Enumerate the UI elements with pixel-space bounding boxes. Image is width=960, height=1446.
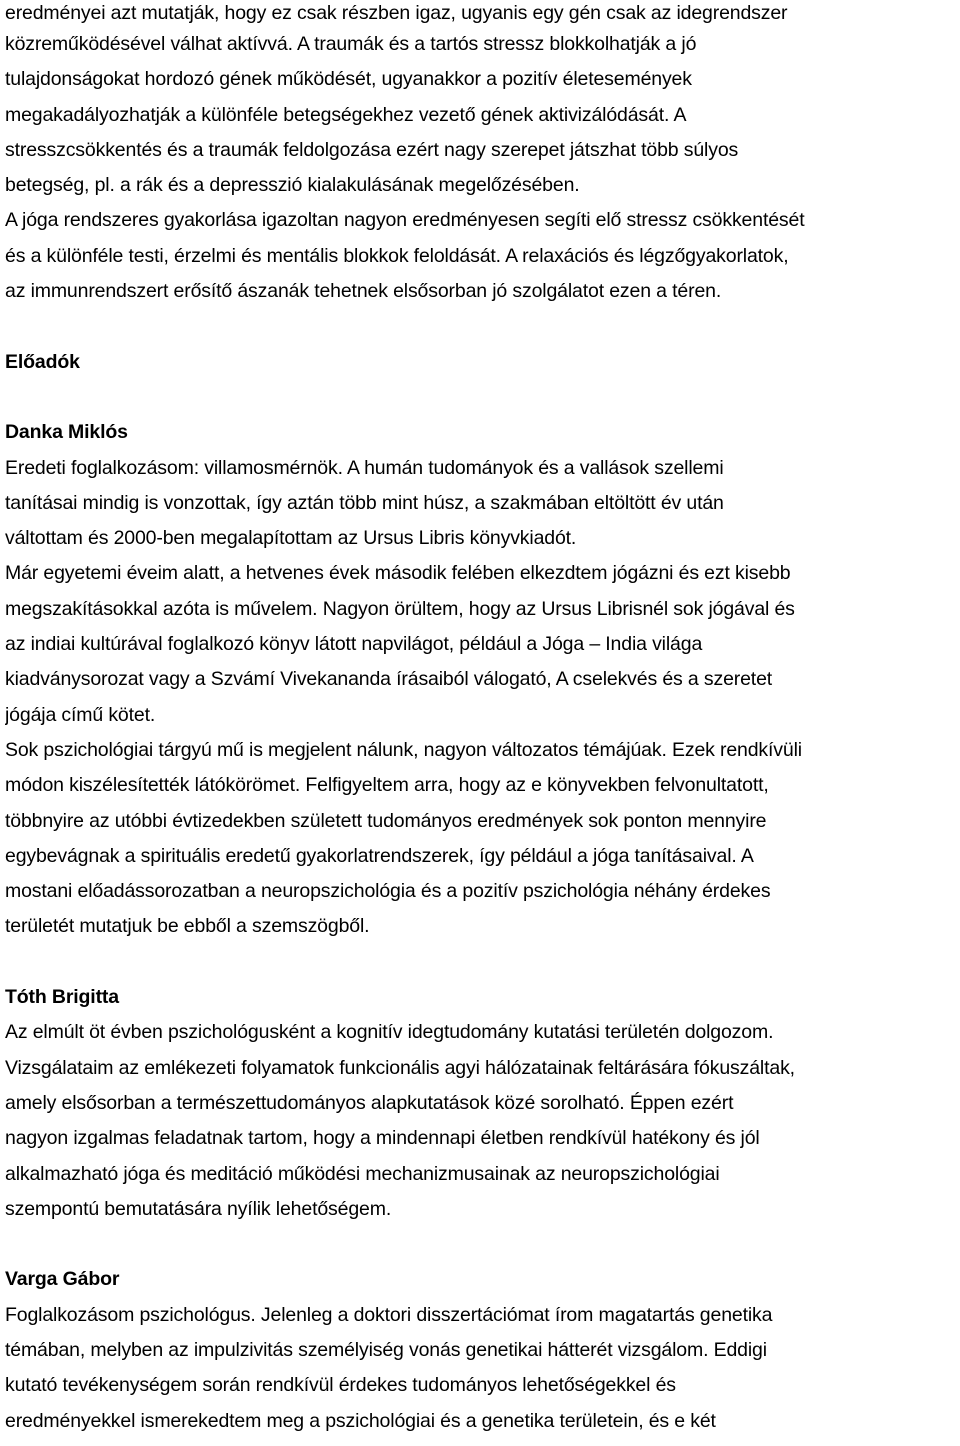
text-line: az indiai kultúrával foglalkozó könyv látott napvilágot, például a Jóga – India világa — [5, 633, 703, 656]
text-line: tanításai mindig is vonzottak, így aztán több mint húsz, a szakmában eltöltött év után — [5, 491, 724, 514]
text-line: területét mutatjuk be ebből a szemszögből. — [5, 915, 370, 938]
text-line: Eredeti foglalkozásom: villamosmérnök. A humán tudományok és a vallások szellemi — [5, 456, 724, 479]
text-line: Az elmúlt öt évben pszichológusként a kognitív idegtudomány kutatási területén dolgozom. — [5, 1021, 774, 1044]
text-line: mostani előadássorozatban a neuropszichológia és a pozitív pszichológia néhány érdekes — [5, 880, 771, 903]
spacer — [5, 1227, 957, 1262]
text-line: tulajdonságokat hordozó gének működését, ugyanakkor a pozitív életesemények — [5, 68, 692, 91]
spacer — [5, 945, 957, 980]
text-line: többnyire az utóbbi évtizedekben született tudományos eredmények sok ponton mennyire — [5, 809, 767, 832]
speaker-varga — [5, 1262, 957, 1438]
text-line: betegség, pl. a rák és a depresszió kialakulásának megelőzésében. — [5, 174, 580, 197]
text-line: eredményei azt mutatják, hogy ez csak részben igaz, ugyanis egy gén csak az idegrendszer — [5, 2, 788, 24]
speaker-danka — [5, 415, 957, 944]
text-line: amely elsősorban a természettudományos alapkutatások közé sorolható. Éppen ezért — [5, 1091, 734, 1114]
document-page — [5, 0, 957, 1439]
text-line: szempontú bemutatására nyílik lehetőségem. — [5, 1197, 392, 1220]
text-line: Foglalkozásom pszichológus. Jelenleg a doktori disszertációmat írom magatartás genetika — [5, 1303, 773, 1326]
text-line: megszakításokkal azóta is művelem. Nagyon örültem, hogy az Ursus Librisnél sok jógával és — [5, 597, 795, 620]
text-line: stresszcsökkentés és a traumák feldolgozása ezért nagy szerepet játszhat több súlyos — [5, 138, 739, 161]
text-line: és a különféle testi, érzelmi és mentális blokkok feloldását. A relaxációs és légzőgyakorlatok, — [5, 244, 789, 267]
speaker-name: Varga Gábor — [5, 1268, 120, 1291]
text-line: Vizsgálataim az emlékezeti folyamatok funkcionális agyi hálózatainak feltárására fókuszáltak, — [5, 1056, 795, 1079]
text-line: nagyon izgalmas feladatnak tartom, hogy a mindennapi életben rendkívül hatékony és jól — [5, 1127, 760, 1150]
section-title: Előadók — [5, 350, 80, 373]
text-line: Már egyetemi éveim alatt, a hetvenes évek második felében elkezdtem jógázni és ezt kisebb — [5, 562, 791, 585]
text-line: kiadványsorozat vagy a Szvámí Vivekananda írásaiból válogató, A cselekvés és a szeretet — [5, 668, 773, 691]
text-line: megakadályozhatják a különféle betegségekhez vezető gének aktivizálódását. A — [5, 103, 687, 126]
text-line: témában, melyben az impulzivitás személyiség vonás genetikai hátterét vizsgálom. Eddigi — [5, 1338, 767, 1361]
text-line: Sok pszichológiai tárgyú mű is megjelent nálunk, nagyon változatos témájúak. Ezek rendkívüli — [5, 738, 802, 761]
text-line: közreműködésével válhat aktívvá. A traumák és a tartós stressz blokkolhatják a jó — [5, 33, 697, 55]
text-line: módon kiszélesítették látókörömet. Felfigyeltem arra, hogy az e könyvekben felvonultatott, — [5, 774, 769, 797]
speaker-name: Danka Miklós — [5, 421, 128, 444]
text-line: alkalmazható jóga és meditáció működési mechanizmusainak az neuropszichológiai — [5, 1162, 720, 1185]
text-line: egybevágnak a spirituális eredetű gyakorlatrendszerek, így például a jóga tanításaival. A — [5, 844, 754, 867]
text-line: az immunrendszert erősítő ászanák tehetnek elsősorban jó szolgálatot ezen a téren. — [5, 280, 722, 303]
speaker-toth — [5, 980, 957, 1227]
text-line: kutató tevékenységem során rendkívül érdekes tudományos lehetőségekkel és — [5, 1374, 676, 1397]
intro-paragraph — [5, 0, 957, 309]
spacer — [5, 309, 957, 344]
text-line: jógája című kötet. — [5, 703, 156, 726]
speaker-name: Tóth Brigitta — [5, 986, 119, 1009]
spacer — [5, 380, 957, 415]
text-line: váltottam és 2000-ben megalapítottam az Ursus Libris könyvkiadót. — [5, 527, 577, 550]
text-line: eredményekkel ismerekedtem meg a pszichológiai és a genetika területein, és e két — [5, 1409, 716, 1432]
text-line: A jóga rendszeres gyakorlása igazoltan nagyon eredményesen segíti elő stressz csökkentését — [5, 209, 805, 232]
